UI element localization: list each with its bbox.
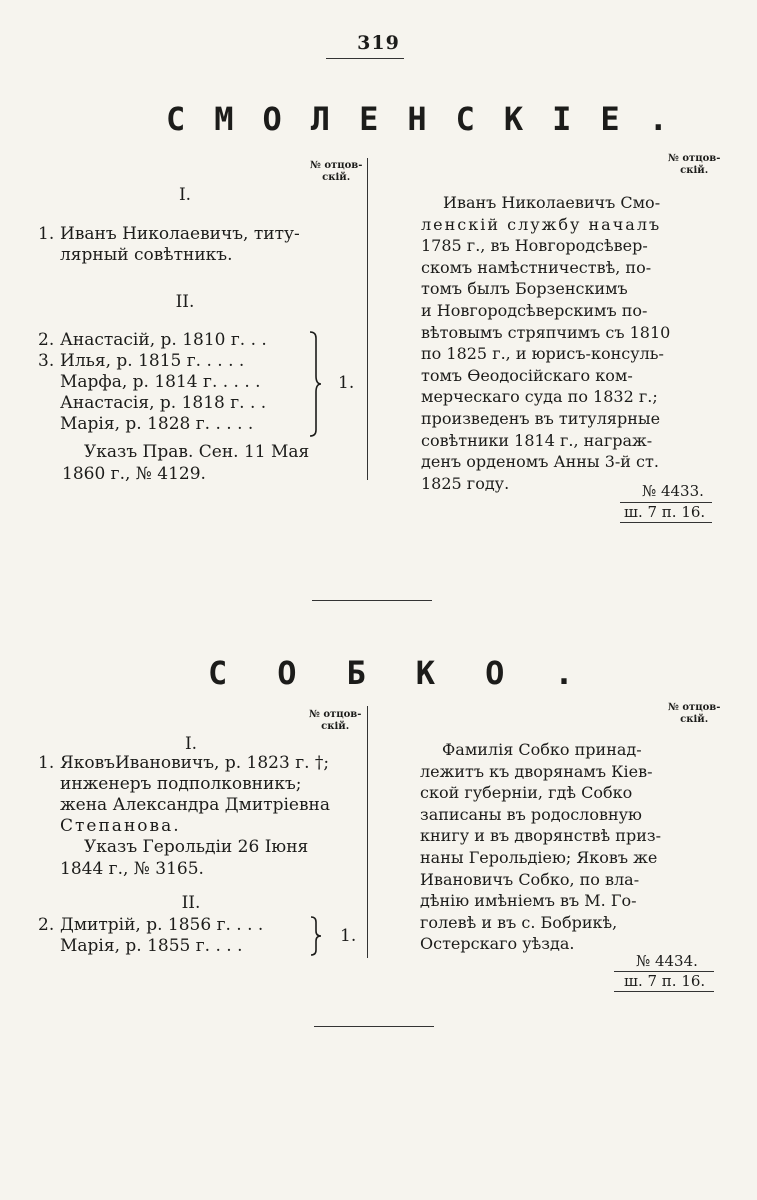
- children-brace: [308, 915, 322, 957]
- person-1-entry: 1. ЯковъИвановичъ, р. 1823 г. †; инженеръ подполковникъ; жена Александра Дмитріевна Степанова.: [38, 753, 330, 836]
- child-entry: 2. Анастасій, р. 1810 г. . .: [38, 330, 267, 350]
- person-1-entry: 1. Иванъ Николаевичъ, титу-: [38, 224, 300, 244]
- col-header-right: № отцов- скій.: [668, 153, 721, 176]
- record-number: № 4434.: [636, 952, 698, 970]
- shelf-rule: [620, 522, 712, 523]
- page-number-rule: [326, 58, 404, 59]
- column-divider: [367, 158, 368, 480]
- shelf-reference: ш. 7 п. 16.: [624, 972, 706, 990]
- children-brace: [306, 330, 322, 438]
- children-father-ref: 1.: [338, 373, 355, 393]
- decree-line: 1860 г., № 4129.: [62, 464, 206, 484]
- decree-line: 1844 г., № 3165.: [60, 859, 204, 879]
- generation-1-heading: I.: [178, 185, 192, 205]
- children-father-ref: 1.: [340, 926, 357, 946]
- section-separator: [314, 1026, 434, 1027]
- shelf-reference: ш. 7 п. 16.: [624, 503, 706, 521]
- generation-2-heading: II.: [181, 893, 201, 913]
- record-number: № 4433.: [642, 482, 704, 500]
- child-entry: Анастасія, р. 1818 г. . .: [60, 393, 267, 413]
- child-entry: 2. Дмитрій, р. 1856 г. . . .: [38, 915, 264, 935]
- children-list: [38, 915, 263, 957]
- children-list: [38, 330, 267, 435]
- col-header-right: № отцов- скій.: [668, 702, 721, 725]
- decree-line: Указъ Прав. Сен. 11 Мая: [84, 442, 310, 462]
- child-entry: Марфа, р. 1814 г. . . . .: [60, 372, 261, 392]
- biography-paragraph: Фамилія Собко принад- лежитъ къ дворянамъ Кіев- ской губерніи, гдѣ Собко записаны въ родословную книгу и въ дворянствѣ приз- наны Герольдіею; Яковъ же Ивановичъ Собко, по вла- дѣнію имѣніемъ въ М. Го- голевѣ и въ с. Бобрикѣ, Остерскаго уѣзда.: [420, 740, 661, 954]
- section-title-smolenskie: СМОЛЕНСКІЕ.: [166, 100, 697, 138]
- child-entry: 3. Илья, р. 1815 г. . . . .: [38, 351, 245, 371]
- person-1-entry-cont: лярный совѣтникъ.: [60, 245, 233, 265]
- column-divider: [367, 706, 368, 958]
- decree-line: Указъ Герольдіи 26 Іюня: [84, 837, 309, 857]
- generation-2-heading: II.: [175, 292, 195, 312]
- col-header-left: № отцов- скій.: [310, 160, 363, 183]
- biography-paragraph: Иванъ Николаевичъ Смо- ленскій службу началъ 1785 г., въ Новгородсѣвер- скомъ намѣстничествѣ, по- томъ былъ Борзенскимъ и Новгородсѣверскимъ по- вѣтовымъ стряпчимъ съ 1810 по 1825 г., и юрисъ-консуль- томъ Ѳеодосійскаго ком- мерческаго суда по 1832 г.; произведенъ въ титулярные совѣтники 1814 г., награж- денъ орденомъ Анны 3-й ст. 1825 году.: [421, 193, 671, 493]
- section-separator: [312, 600, 432, 601]
- shelf-rule: [614, 991, 714, 992]
- generation-1-heading: I.: [184, 734, 198, 754]
- page-number: 319: [357, 32, 400, 54]
- child-entry: Марія, р. 1855 г. . . .: [60, 936, 243, 956]
- col-header-left: № отцов- скій.: [309, 709, 362, 732]
- child-entry: Марія, р. 1828 г. . . . .: [60, 414, 254, 434]
- section-title-sobko: СОБКО.: [208, 654, 624, 692]
